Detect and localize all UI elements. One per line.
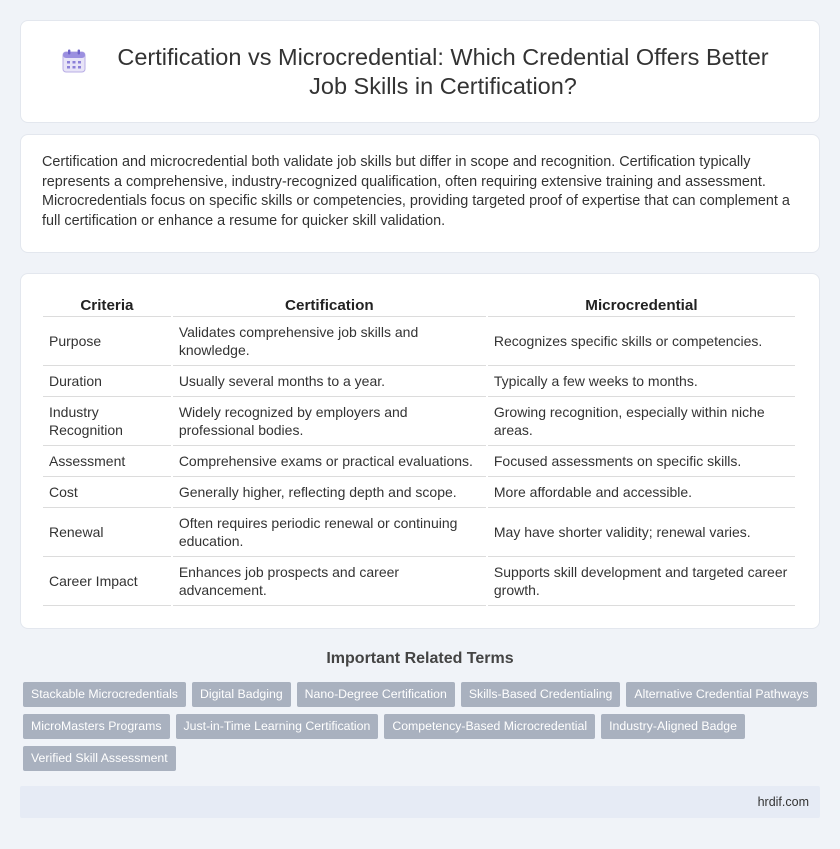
page-title: Certification vs Microcredential: Which Credential Offers Better Job Skills in Certification?	[117, 43, 769, 99]
row-criteria: Assessment	[43, 446, 171, 477]
related-term-tag[interactable]: Digital Badging	[192, 682, 291, 707]
table-row	[43, 317, 795, 366]
related-term-tag[interactable]: Stackable Microcredentials	[23, 682, 186, 707]
related-term-tag[interactable]: Verified Skill Assessment	[23, 746, 176, 771]
intro-card	[20, 134, 820, 253]
related-term-tag[interactable]: Competency-Based Microcredential	[384, 714, 595, 739]
row-microcredential: Typically a few weeks to months.	[488, 366, 795, 397]
related-term-tag[interactable]: Skills-Based Credentialing	[461, 682, 621, 707]
header-criteria: Criteria	[43, 294, 171, 317]
row-certification: Enhances job prospects and career advancement.	[173, 557, 486, 606]
row-criteria: Duration	[43, 366, 171, 397]
calendar-icon	[61, 48, 87, 74]
row-microcredential: Growing recognition, especially within niche areas.	[488, 397, 795, 446]
row-microcredential: More affordable and accessible.	[488, 477, 795, 508]
table-row	[43, 446, 795, 477]
row-criteria: Industry Recognition	[43, 397, 171, 446]
row-certification: Comprehensive exams or practical evaluations.	[173, 446, 486, 477]
row-criteria: Purpose	[43, 317, 171, 366]
table-row	[43, 366, 795, 397]
comparison-table	[41, 294, 797, 606]
related-term-tag[interactable]: Just-in-Time Learning Certification	[176, 714, 379, 739]
related-term-tag[interactable]: MicroMasters Programs	[23, 714, 170, 739]
row-criteria: Career Impact	[43, 557, 171, 606]
table-row	[43, 397, 795, 446]
row-certification: Widely recognized by employers and professional bodies.	[173, 397, 486, 446]
table-row	[43, 508, 795, 557]
row-microcredential: Recognizes specific skills or competencies.	[488, 317, 795, 366]
table-header-row	[43, 294, 795, 317]
table-row	[43, 477, 795, 508]
related-term-tag[interactable]: Nano-Degree Certification	[297, 682, 455, 707]
table-row	[43, 557, 795, 606]
title-card	[20, 20, 820, 123]
comparison-table-card	[20, 273, 820, 629]
row-microcredential: May have shorter validity; renewal varies.	[488, 508, 795, 557]
footer-site-link[interactable]: hrdif.com	[757, 795, 809, 809]
related-term-tag[interactable]: Alternative Credential Pathways	[626, 682, 816, 707]
intro-paragraph: Certification and microcredential both validate job skills but differ in scope and recognition. Certification typically represents a comprehensive, industry-recognized qualification, often requiring extensive training and assessment. Microcredentials focus on specific skills or competencies, providing targeted proof of expertise that can complement a full certification or enhance a resume for quicker skill validation.	[42, 154, 790, 229]
row-microcredential: Focused assessments on specific skills.	[488, 446, 795, 477]
row-microcredential: Supports skill development and targeted career growth.	[488, 557, 795, 606]
header-certification: Certification	[173, 294, 486, 317]
row-certification: Validates comprehensive job skills and knowledge.	[173, 317, 486, 366]
row-certification: Often requires periodic renewal or continuing education.	[173, 508, 486, 557]
related-terms-list	[23, 682, 823, 778]
row-criteria: Renewal	[43, 508, 171, 557]
row-criteria: Cost	[43, 477, 171, 508]
title-wrap	[61, 43, 779, 101]
row-certification: Usually several months to a year.	[173, 366, 486, 397]
row-certification: Generally higher, reflecting depth and scope.	[173, 477, 486, 508]
footer	[20, 786, 820, 818]
header-microcredential: Microcredential	[488, 294, 795, 317]
related-terms-title: Important Related Terms	[326, 650, 514, 667]
related-term-tag[interactable]: Industry-Aligned Badge	[601, 714, 745, 739]
